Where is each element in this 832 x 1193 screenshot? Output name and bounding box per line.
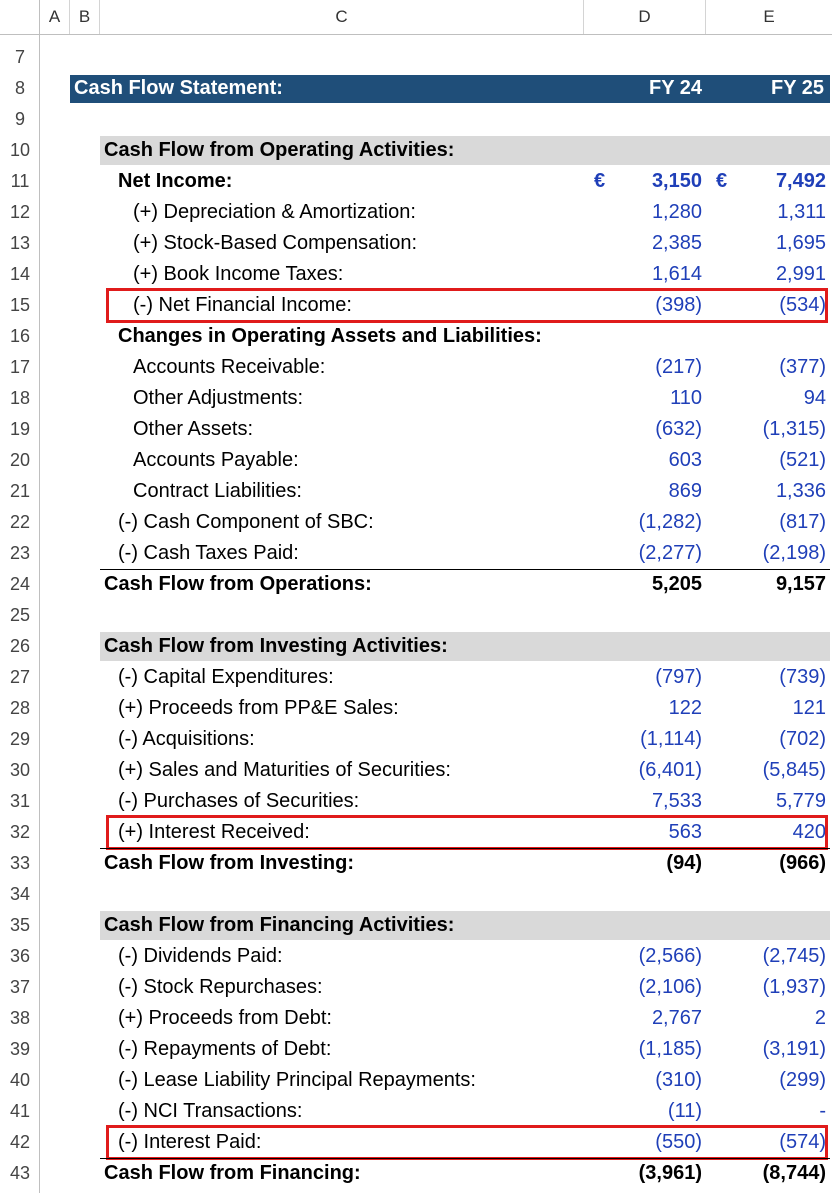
- fy24-value[interactable]: (11): [667, 1100, 702, 1122]
- fy25-value[interactable]: (5,845): [762, 759, 826, 781]
- table-row: [0, 693, 832, 724]
- table-row: [0, 73, 832, 104]
- table-row: [0, 445, 832, 476]
- row-label[interactable]: (-) Lease Liability Principal Repayments:: [118, 1069, 476, 1091]
- fy25-value[interactable]: (3,191): [762, 1038, 826, 1060]
- row-label[interactable]: Cash Flow from Operations:: [104, 573, 372, 595]
- fy24-value[interactable]: 563: [668, 821, 702, 843]
- fy24-value[interactable]: (6,401): [638, 759, 702, 781]
- fy25-value[interactable]: (966): [779, 852, 826, 874]
- column-header-d[interactable]: D: [584, 0, 706, 34]
- fy24-value[interactable]: 869: [668, 480, 702, 502]
- row-number[interactable]: 25: [9, 605, 31, 625]
- fy25-value[interactable]: (534): [779, 294, 826, 316]
- row-label[interactable]: (+) Interest Received:: [118, 821, 310, 843]
- fy25-value[interactable]: 1,311: [777, 201, 826, 223]
- row-label[interactable]: Accounts Payable:: [133, 449, 299, 471]
- table-row: [0, 507, 832, 538]
- fy25-value[interactable]: (702): [779, 728, 826, 750]
- row-number[interactable]: 42: [9, 1132, 31, 1152]
- currency-symbol: €: [594, 170, 606, 192]
- row-label[interactable]: Cash Flow from Financing:: [104, 1162, 361, 1184]
- table-row: [0, 724, 832, 755]
- fy24-value[interactable]: 2,385: [651, 232, 702, 254]
- row-label[interactable]: (-) Cash Taxes Paid:: [118, 542, 299, 564]
- row-number[interactable]: 8: [14, 78, 25, 98]
- fy25-value[interactable]: (521): [779, 449, 826, 471]
- table-row: [0, 786, 832, 817]
- row-number[interactable]: 41: [9, 1101, 31, 1121]
- row-number[interactable]: 30: [9, 760, 31, 780]
- table-row: [0, 321, 832, 352]
- fy24-value[interactable]: 7,533: [651, 790, 702, 812]
- select-all-corner[interactable]: [0, 0, 40, 34]
- row-number[interactable]: 10: [9, 140, 31, 160]
- row-label[interactable]: Cash Flow from Investing:: [104, 852, 355, 874]
- fy24-value[interactable]: (1,114): [640, 728, 702, 750]
- row-number[interactable]: 26: [9, 636, 31, 656]
- table-row: [0, 1034, 832, 1065]
- row-number[interactable]: 35: [9, 915, 31, 935]
- fy24-value[interactable]: 2,767: [651, 1007, 702, 1029]
- fy25-value[interactable]: 94: [803, 387, 826, 409]
- table-row: [0, 941, 832, 972]
- row-label[interactable]: Contract Liabilities:: [133, 480, 302, 502]
- table-row: [0, 848, 832, 879]
- fy24-value[interactable]: (217): [655, 356, 702, 378]
- row-label[interactable]: (+) Book Income Taxes:: [133, 263, 344, 285]
- table-row: [0, 476, 832, 507]
- table-row: [0, 1003, 832, 1034]
- row-number[interactable]: 27: [9, 667, 31, 687]
- row-number[interactable]: 14: [9, 264, 31, 284]
- fy24-value[interactable]: (797): [655, 666, 702, 688]
- fy25-value[interactable]: (739): [779, 666, 826, 688]
- row-number[interactable]: 22: [9, 512, 31, 532]
- fy25-value[interactable]: (299): [779, 1069, 826, 1091]
- row-label[interactable]: (-) Net Financial Income:: [133, 294, 352, 316]
- fy24-value[interactable]: 1,280: [651, 201, 702, 223]
- table-row: [0, 228, 832, 259]
- row-label[interactable]: Accounts Receivable:: [133, 356, 326, 378]
- fy25-value[interactable]: (377): [779, 356, 826, 378]
- row-number[interactable]: 7: [14, 47, 25, 67]
- row-number[interactable]: 11: [10, 171, 30, 191]
- fy25-value[interactable]: 9,157: [775, 573, 826, 595]
- row-number[interactable]: 39: [9, 1039, 31, 1059]
- fy25-value[interactable]: (1,315): [762, 418, 826, 440]
- column-header-c[interactable]: C: [100, 0, 584, 34]
- row-number[interactable]: 28: [9, 698, 31, 718]
- row-label[interactable]: Other Adjustments:: [133, 387, 304, 409]
- row-label[interactable]: (+) Proceeds from Debt:: [118, 1007, 332, 1029]
- row-number[interactable]: 34: [9, 884, 31, 904]
- fy24-value[interactable]: 603: [668, 449, 702, 471]
- fy25-value[interactable]: (1,937): [762, 976, 826, 998]
- fy25-header: FY 25: [771, 77, 824, 99]
- row-label[interactable]: (-) Acquisitions:: [118, 728, 255, 750]
- row-number[interactable]: 12: [9, 202, 31, 222]
- row-number[interactable]: 24: [9, 574, 31, 594]
- fy25-value[interactable]: 1,336: [775, 480, 826, 502]
- table-row: [0, 569, 832, 600]
- table-row: [0, 662, 832, 693]
- fy24-value[interactable]: 110: [670, 387, 702, 409]
- table-row: [0, 383, 832, 414]
- table-row: [0, 631, 832, 662]
- row-label[interactable]: (-) Dividends Paid:: [118, 945, 283, 967]
- fy24-value[interactable]: (398): [655, 294, 702, 316]
- row-number[interactable]: 19: [9, 419, 31, 439]
- table-row: [0, 166, 832, 197]
- row-number[interactable]: 16: [9, 326, 31, 346]
- fy24-value[interactable]: 1,614: [651, 263, 702, 285]
- table-row: [0, 879, 832, 910]
- row-number[interactable]: 36: [9, 946, 31, 966]
- fy25-value[interactable]: (8,744): [762, 1162, 826, 1184]
- row-number[interactable]: 18: [9, 388, 31, 408]
- row-label[interactable]: (-) Capital Expenditures:: [118, 666, 334, 688]
- row-label[interactable]: Net Income:: [118, 170, 233, 192]
- row-label[interactable]: Changes in Operating Assets and Liabilities:: [118, 325, 542, 347]
- table-row: [0, 414, 832, 445]
- table-row: [0, 972, 832, 1003]
- row-label[interactable]: (-) Repayments of Debt:: [118, 1038, 332, 1060]
- row-label[interactable]: (-) Cash Component of SBC:: [118, 511, 374, 533]
- table-row: [0, 197, 832, 228]
- row-number[interactable]: 13: [9, 233, 31, 253]
- fy24-value[interactable]: (1,282): [638, 511, 702, 533]
- row-number[interactable]: 29: [9, 729, 31, 749]
- fy25-value[interactable]: 420: [792, 821, 826, 843]
- column-header-e[interactable]: E: [763, 7, 775, 26]
- row-number[interactable]: 9: [14, 109, 25, 129]
- row-number[interactable]: 38: [9, 1008, 31, 1028]
- fy24-header: FY 24: [649, 77, 702, 99]
- row-number[interactable]: 43: [9, 1163, 31, 1183]
- table-row: [0, 135, 832, 166]
- row-label[interactable]: (+) Stock-Based Compensation:: [133, 232, 418, 254]
- fy25-value[interactable]: 7,492: [775, 170, 826, 192]
- row-number[interactable]: 40: [9, 1070, 31, 1090]
- table-row: [0, 538, 832, 569]
- fy25-value[interactable]: (574): [779, 1131, 826, 1153]
- fy24-value[interactable]: 122: [668, 697, 702, 719]
- fy25-value[interactable]: 2,991: [775, 263, 826, 285]
- fy25-value[interactable]: 2: [814, 1007, 826, 1029]
- section-heading: Cash Flow from Financing Activities:: [104, 914, 455, 936]
- table-row: [0, 1065, 832, 1096]
- column-header-bar: [0, 0, 832, 35]
- fy24-value[interactable]: 3,150: [651, 170, 702, 192]
- row-label[interactable]: (-) Purchases of Securities:: [118, 790, 360, 812]
- row-label[interactable]: (+) Sales and Maturities of Securities:: [118, 759, 451, 781]
- row-label[interactable]: (-) NCI Transactions:: [118, 1100, 303, 1122]
- row-number[interactable]: 15: [9, 295, 31, 315]
- column-header-b[interactable]: B: [70, 0, 100, 34]
- fy24-value[interactable]: (632): [655, 418, 702, 440]
- row-number[interactable]: 21: [9, 481, 31, 501]
- row-label[interactable]: Other Assets:: [133, 418, 254, 440]
- table-row: [0, 817, 832, 848]
- fy25-value[interactable]: 5,779: [775, 790, 826, 812]
- table-row: [0, 1096, 832, 1127]
- row-label[interactable]: (+) Proceeds from PP&E Sales:: [118, 697, 399, 719]
- fy25-value[interactable]: 1,695: [775, 232, 826, 254]
- fy24-value[interactable]: (3,961): [638, 1162, 702, 1184]
- table-row: [0, 910, 832, 941]
- table-row: [0, 259, 832, 290]
- row-number[interactable]: 37: [9, 977, 31, 997]
- fy24-value[interactable]: (2,106): [638, 976, 702, 998]
- column-header-a[interactable]: A: [40, 0, 70, 34]
- row-label[interactable]: (-) Stock Repurchases:: [118, 976, 323, 998]
- table-row: [0, 600, 832, 631]
- fy25-value[interactable]: 121: [792, 697, 826, 719]
- fy24-value[interactable]: (2,277): [638, 542, 702, 564]
- fy25-value[interactable]: (2,745): [762, 945, 826, 967]
- table-row: [0, 352, 832, 383]
- row-number[interactable]: 32: [9, 822, 31, 842]
- table-row: [0, 104, 832, 135]
- row-number[interactable]: 31: [9, 791, 31, 811]
- section-heading: Cash Flow from Investing Activities:: [104, 635, 448, 657]
- table-row: [0, 1158, 832, 1189]
- currency-symbol: €: [716, 170, 728, 192]
- fy25-value[interactable]: -: [819, 1100, 826, 1122]
- row-number[interactable]: 17: [9, 357, 31, 377]
- table-row: [0, 755, 832, 786]
- fy24-value[interactable]: (1,185): [638, 1038, 702, 1060]
- statement-title: Cash Flow Statement:: [74, 77, 283, 99]
- row-number[interactable]: 33: [9, 853, 31, 873]
- row-label[interactable]: (+) Depreciation & Amortization:: [133, 201, 416, 223]
- fy25-value[interactable]: (2,198): [762, 542, 826, 564]
- fy24-value[interactable]: (550): [655, 1131, 702, 1153]
- fy24-value[interactable]: 5,205: [651, 573, 702, 595]
- table-row: [0, 42, 832, 73]
- section-heading: Cash Flow from Operating Activities:: [104, 139, 455, 161]
- fy24-value[interactable]: (2,566): [638, 945, 702, 967]
- table-row: [0, 1127, 832, 1158]
- fy24-value[interactable]: (94): [666, 852, 702, 874]
- row-label[interactable]: (-) Interest Paid:: [118, 1131, 262, 1153]
- table-row: [0, 290, 832, 321]
- row-number[interactable]: 23: [9, 543, 31, 563]
- row-number[interactable]: 20: [9, 450, 31, 470]
- fy24-value[interactable]: (310): [655, 1069, 702, 1091]
- fy25-value[interactable]: (817): [779, 511, 826, 533]
